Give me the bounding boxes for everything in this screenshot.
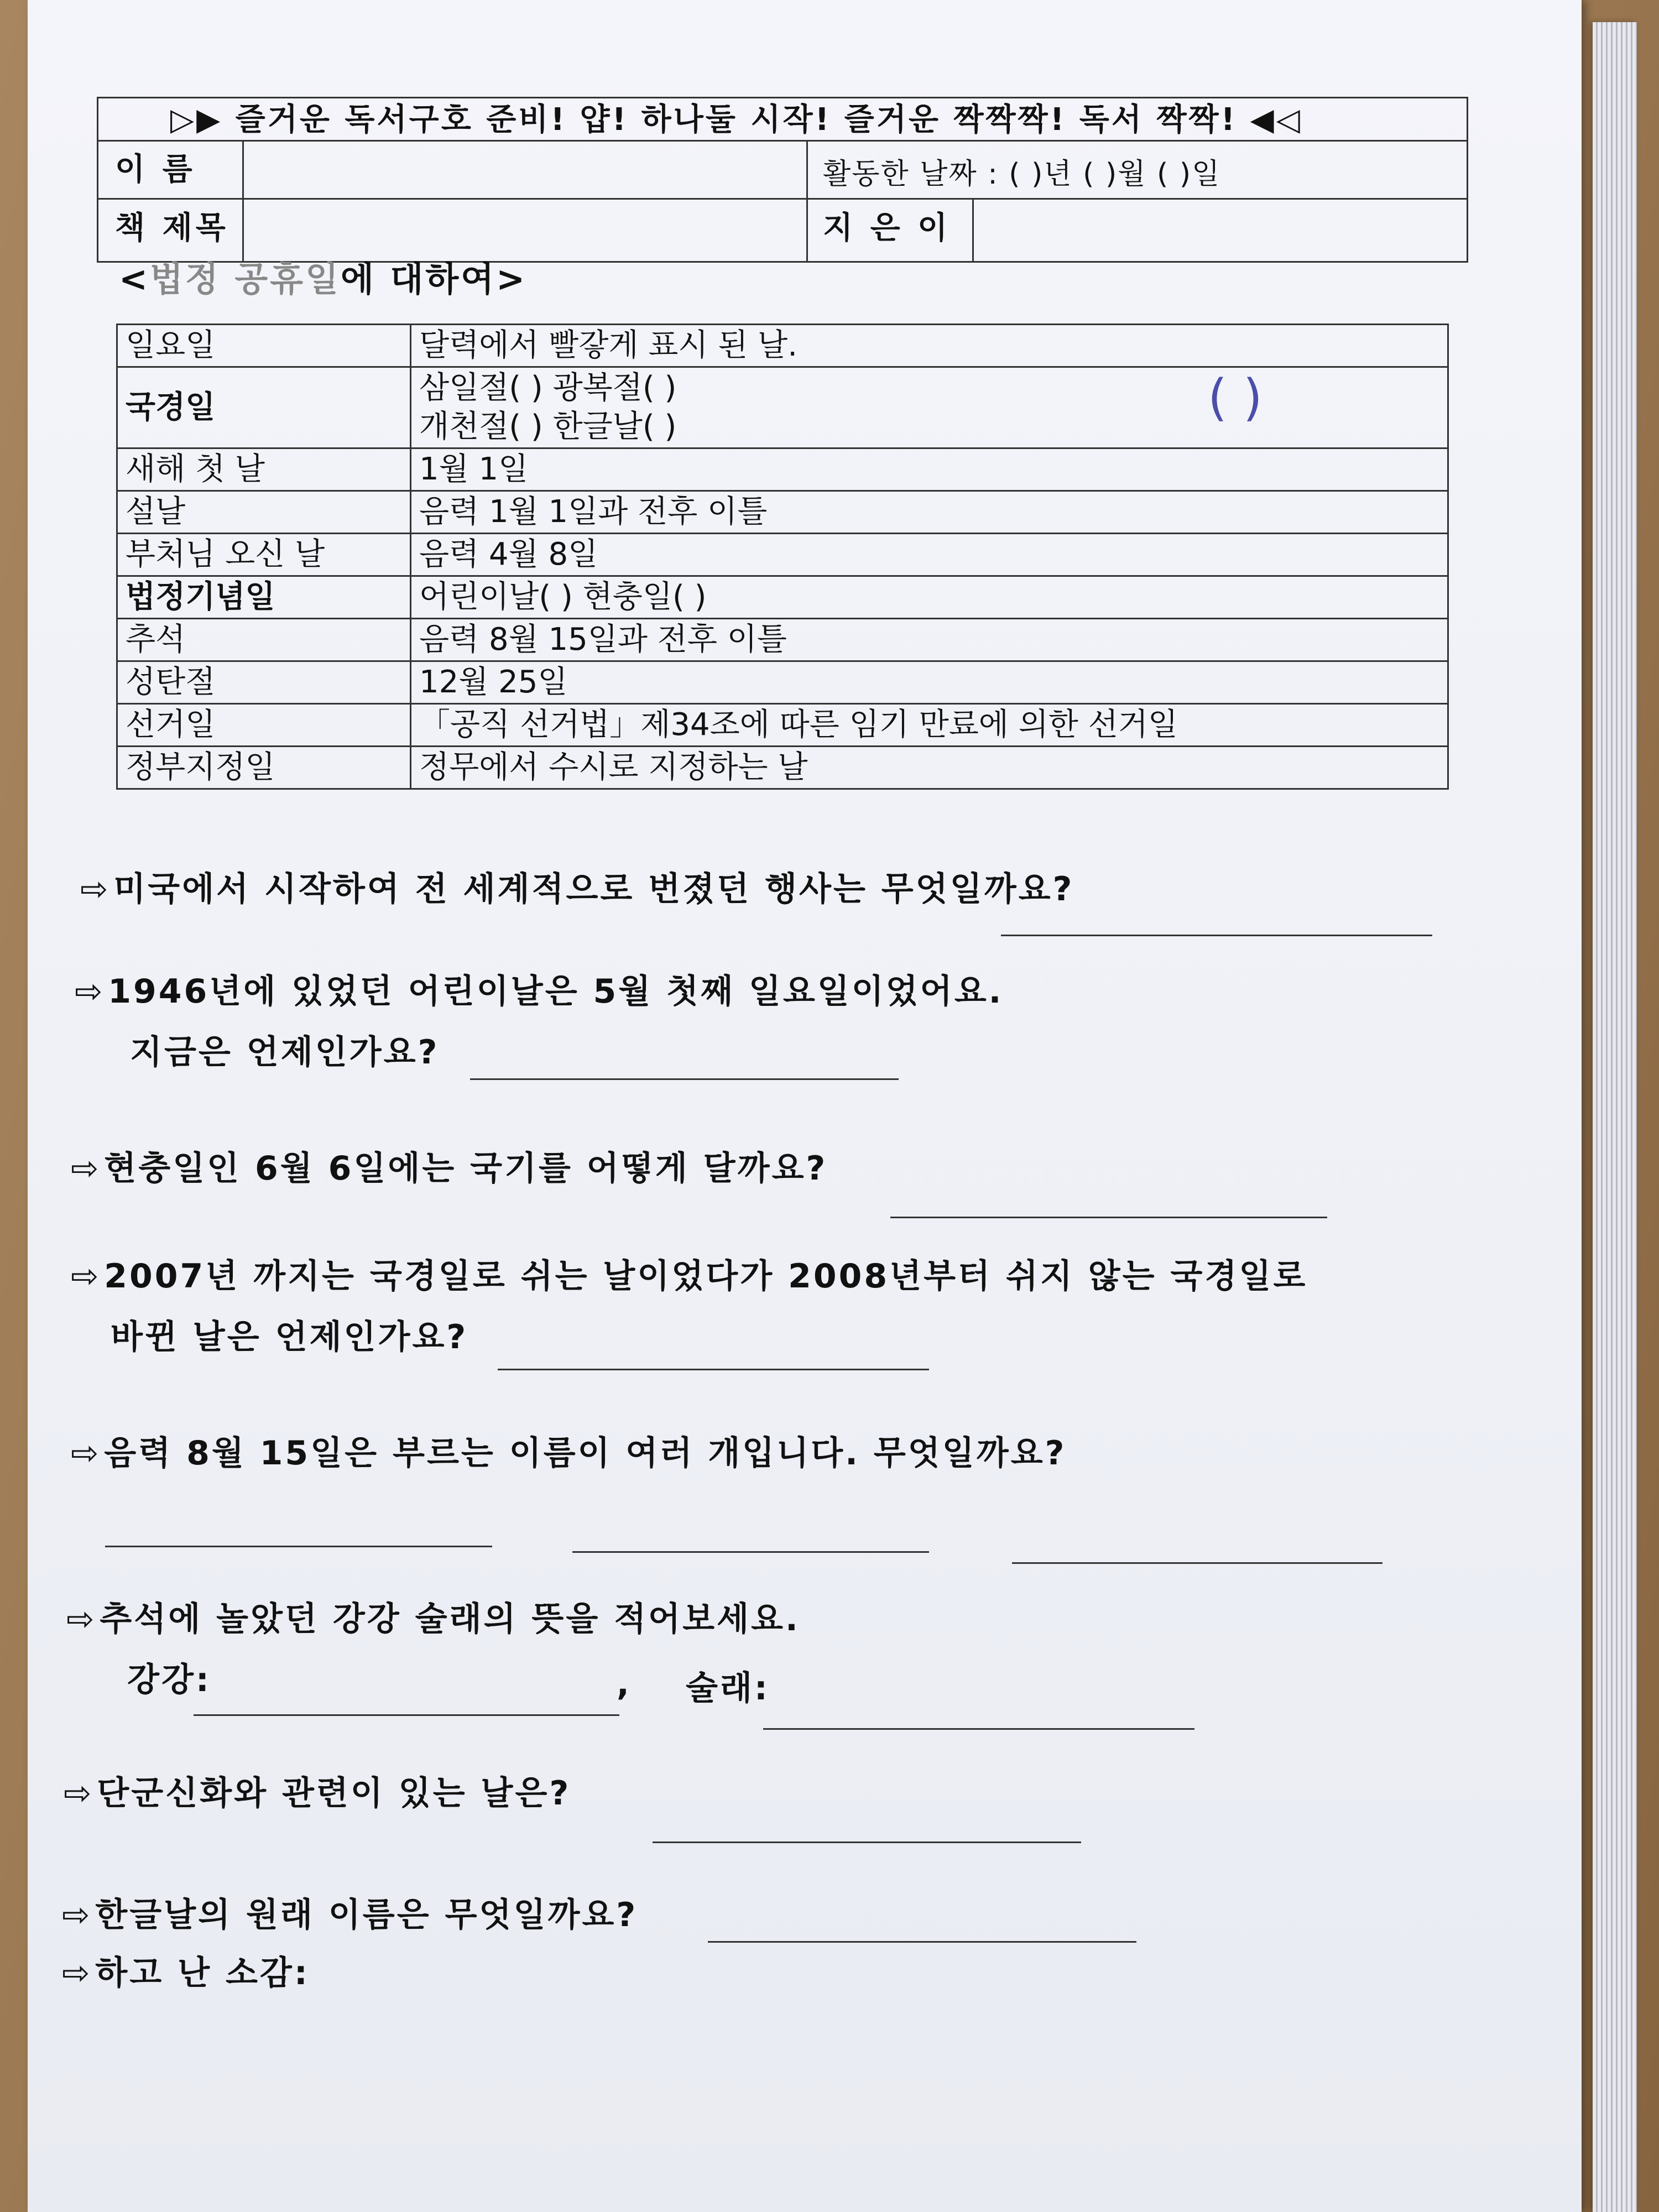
answer-line[interactable] — [194, 1714, 619, 1716]
holiday-name: 법정기념일 — [117, 576, 411, 619]
arrow-icon: ⇨ — [66, 1600, 97, 1639]
question-1 — [80, 863, 1074, 910]
header-divider — [98, 198, 1467, 200]
holiday-desc: 음력 8월 15일과 전후 이틀 — [411, 619, 1448, 661]
holiday-table — [116, 324, 1449, 790]
question-8 — [62, 1888, 638, 1936]
answer-line[interactable] — [1001, 935, 1432, 936]
table-row — [117, 661, 1448, 704]
sullae-label: 술래: — [686, 1669, 770, 1708]
title-suffix: 에 대하여> — [341, 259, 528, 299]
holiday-desc: 12월 25일 — [411, 661, 1448, 704]
holiday-desc: 달력에서 빨갛게 표시 된 날. — [411, 325, 1448, 367]
arrow-icon: ⇨ — [75, 972, 105, 1011]
holiday-name: 성탄절 — [117, 661, 411, 704]
holiday-desc — [411, 367, 1448, 448]
holiday-name: 부처님 오신 날 — [117, 534, 411, 576]
answer-line[interactable] — [470, 1078, 899, 1080]
table-row — [117, 619, 1448, 661]
holiday-desc: 「공직 선거법」제34조에 따른 임기 만료에 의한 선거일 — [411, 704, 1448, 747]
activity-date-label: 활동한 날짜 : ( )년 ( )월 ( )일 — [823, 158, 1221, 191]
table-row — [117, 747, 1448, 789]
handwritten-parens: ( ) — [1208, 369, 1262, 427]
arrow-icon: ⇨ — [71, 1434, 101, 1473]
book-title-label: 책 제목 — [115, 210, 229, 246]
ganggang-label: 강강: — [127, 1661, 211, 1699]
question-text: 하고 난 소감: — [95, 1954, 310, 1992]
question-9 — [62, 1947, 310, 1994]
holiday-name: 국경일 — [117, 367, 411, 448]
question-6 — [66, 1593, 800, 1640]
answer-line[interactable] — [498, 1369, 929, 1370]
arrow-icon: ⇨ — [64, 1774, 94, 1813]
arrow-icon: ⇨ — [62, 1954, 92, 1992]
question-text: 단군신화와 관련이 있는 날은? — [97, 1774, 571, 1813]
table-row — [117, 491, 1448, 534]
question-5 — [71, 1427, 1066, 1474]
holiday-desc: 어린이날( ) 현충일( ) — [411, 576, 1448, 619]
table-row — [117, 325, 1448, 367]
holiday-name: 추석 — [117, 619, 411, 661]
question-4-cont: 바뀐 날은 언제인가요? — [111, 1318, 468, 1357]
name-label: 이 름 — [115, 152, 196, 187]
holiday-name: 정부지정일 — [117, 747, 411, 789]
holiday-desc: 정무에서 수시로 지정하는 날 — [411, 747, 1448, 789]
header-box — [97, 97, 1468, 263]
table-row — [117, 704, 1448, 747]
title-prefix: < — [119, 259, 150, 299]
question-text: 미국에서 시작하여 전 세계적으로 번졌던 행사는 무엇일까요? — [113, 870, 1074, 909]
answer-line[interactable] — [572, 1551, 929, 1553]
header-divider — [806, 142, 808, 261]
answer-line[interactable] — [105, 1546, 492, 1547]
question-3 — [71, 1142, 827, 1190]
holiday-name: 선거일 — [117, 704, 411, 747]
question-text: 음력 8월 15일은 부르는 이름이 여러 개입니다. 무엇일까요? — [104, 1434, 1067, 1473]
question-text: 추석에 놀았던 강강 술래의 뜻을 적어보세요. — [100, 1600, 800, 1639]
answer-line[interactable] — [653, 1841, 1081, 1843]
paper-stack — [1593, 22, 1637, 2212]
table-row — [117, 367, 1448, 448]
holiday-name: 새해 첫 날 — [117, 448, 411, 491]
holiday-desc: 음력 4월 8일 — [411, 534, 1448, 576]
author-label: 지 은 이 — [823, 210, 951, 246]
question-7 — [64, 1767, 571, 1814]
section-title — [119, 252, 527, 301]
question-2-cont: 지금은 언제인가요? — [130, 1033, 440, 1072]
answer-line[interactable] — [890, 1217, 1327, 1218]
holiday-desc-line: 삼일절( ) 광복절( ) — [419, 370, 677, 406]
title-highlight: 법정 공휴일 — [149, 259, 341, 299]
table-row — [117, 448, 1448, 491]
header-divider — [242, 142, 244, 261]
holiday-desc-line: 개천절( ) 한글날( ) — [419, 409, 677, 445]
answer-line[interactable] — [1012, 1562, 1383, 1564]
comma: , — [617, 1665, 632, 1703]
question-text: 현충일인 6월 6일에는 국기를 어떻게 달까요? — [104, 1149, 828, 1188]
holiday-desc: 1월 1일 — [411, 448, 1448, 491]
answer-line[interactable] — [763, 1728, 1194, 1730]
reading-chant-banner: ▷▶ 즐거운 독서구호 준비! 얍! 하나둘 시작! 즐거운 짝짝짝! 독서 짝짝! ◀◁ — [98, 98, 1467, 142]
header-divider — [972, 198, 974, 261]
worksheet-page — [28, 0, 1582, 2212]
answer-line[interactable] — [708, 1941, 1136, 1943]
table-row — [117, 534, 1448, 576]
holiday-name: 일요일 — [117, 325, 411, 367]
question-text: 2007년 까지는 국경일로 쉬는 날이었다가 2008년부터 쉬지 않는 국경일로 — [104, 1257, 1308, 1296]
arrow-icon: ⇨ — [71, 1257, 101, 1296]
question-text: 한글날의 원래 이름은 무엇일까요? — [95, 1896, 638, 1934]
holiday-desc: 음력 1월 1일과 전후 이틀 — [411, 491, 1448, 534]
question-4 — [71, 1250, 1307, 1297]
question-2 — [75, 965, 1003, 1013]
arrow-icon: ⇨ — [71, 1149, 101, 1188]
arrow-icon: ⇨ — [62, 1896, 92, 1934]
question-text: 1946년에 있었던 어린이날은 5월 첫째 일요일이었어요. — [108, 972, 1004, 1011]
arrow-icon: ⇨ — [80, 870, 111, 909]
holiday-name: 설날 — [117, 491, 411, 534]
table-row — [117, 576, 1448, 619]
